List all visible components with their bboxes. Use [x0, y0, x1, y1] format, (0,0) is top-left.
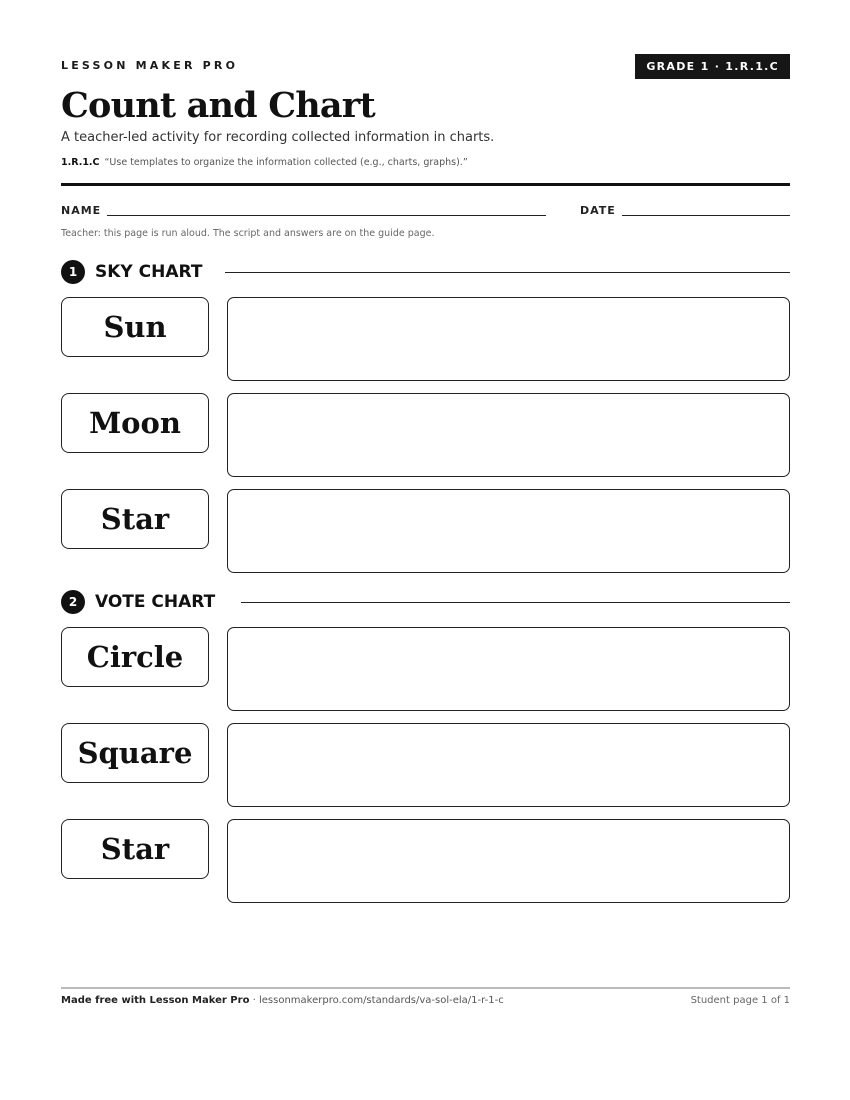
- section-sky-chart: [61, 260, 790, 284]
- section-number-badge: 1: [61, 260, 85, 284]
- teacher-note: Teacher: this page is run aloud. The script and answers are on the guide page.: [61, 228, 435, 239]
- grade-badge: GRADE 1 · 1.R.1.C: [635, 54, 790, 79]
- row-label: Star: [61, 489, 209, 549]
- answer-box[interactable]: [227, 723, 790, 807]
- row-label: Circle: [61, 627, 209, 687]
- section-number-badge: 2: [61, 590, 85, 614]
- section-vote-chart: [61, 590, 790, 614]
- chart-row-star: [61, 819, 790, 905]
- standard-line: [61, 157, 468, 168]
- standard-code: 1.R.1.C: [61, 157, 100, 168]
- date-label: DATE: [580, 204, 616, 217]
- page-subtitle: A teacher-led activity for recording collected information in charts.: [61, 130, 495, 145]
- chart-row-sun: [61, 297, 790, 383]
- brand-name: LESSON MAKER PRO: [61, 59, 239, 72]
- footer-page-number: Student page 1 of 1: [690, 995, 790, 1006]
- answer-box[interactable]: [227, 393, 790, 477]
- worksheet-page: [61, 0, 790, 1100]
- answer-box[interactable]: [227, 489, 790, 573]
- row-label: Star: [61, 819, 209, 879]
- section-title: VOTE CHART: [95, 592, 216, 612]
- page-title: Count and Chart: [61, 85, 375, 126]
- row-label: Sun: [61, 297, 209, 357]
- answer-box[interactable]: [227, 819, 790, 903]
- section-rule: [225, 272, 790, 273]
- chart-row-square: [61, 723, 790, 809]
- header-divider: [61, 183, 790, 186]
- chart-row-star: [61, 489, 790, 575]
- footer-url[interactable]: · lessonmakerpro.com/standards/va-sol-ela/1-r-1-c: [249, 995, 504, 1006]
- answer-box[interactable]: [227, 297, 790, 381]
- chart-row-moon: [61, 393, 790, 479]
- footer-credit: [61, 995, 504, 1006]
- chart-row-circle: [61, 627, 790, 713]
- section-title: SKY CHART: [95, 262, 203, 282]
- section-rule: [241, 602, 790, 603]
- footer-divider: [61, 987, 790, 989]
- name-field[interactable]: [107, 215, 546, 216]
- name-label: NAME: [61, 204, 102, 217]
- date-field[interactable]: [622, 215, 790, 216]
- answer-box[interactable]: [227, 627, 790, 711]
- standard-text: “Use templates to organize the information collected (e.g., charts, graphs).”: [104, 157, 468, 168]
- footer-made-with: Made free with Lesson Maker Pro: [61, 995, 250, 1006]
- row-label: Square: [61, 723, 209, 783]
- row-label: Moon: [61, 393, 209, 453]
